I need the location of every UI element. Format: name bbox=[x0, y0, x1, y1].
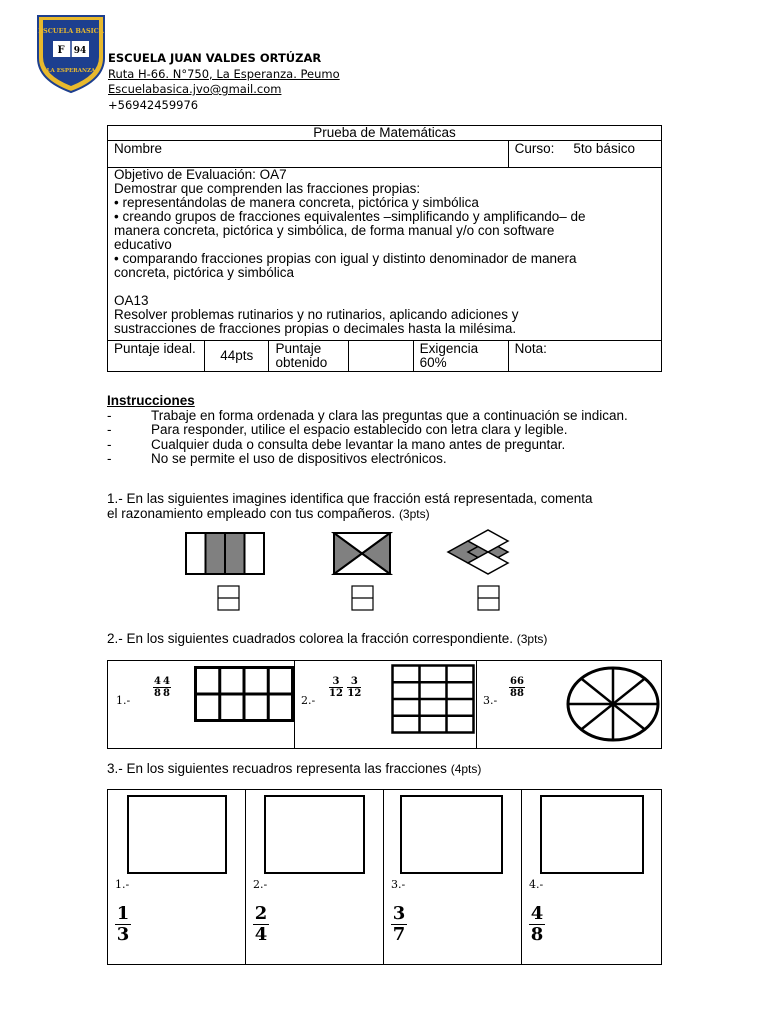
svg-text:94: 94 bbox=[73, 46, 87, 56]
q3-item3-label: 3.- bbox=[391, 878, 406, 891]
score-ideal-value: 44pts bbox=[205, 341, 269, 372]
q3-item1-fraction: 1 3 bbox=[116, 903, 130, 945]
q1-answer-box-2[interactable] bbox=[352, 586, 373, 610]
school-phone: +56942459976 bbox=[108, 97, 199, 112]
q1-figure-diamond bbox=[448, 530, 508, 574]
q2-item1-label: 1.- bbox=[116, 694, 131, 707]
q1-points: (3pts) bbox=[398, 507, 430, 521]
objectives-text bbox=[114, 168, 655, 336]
objective-line: manera concreta, pictórica y simbólica, de forma manual y/o con software bbox=[114, 223, 555, 238]
instruction-item: - Trabaje en forma ordenada y clara las preguntas que a continuación se indican. bbox=[107, 409, 667, 424]
school-header bbox=[108, 51, 340, 113]
school-name: ESCUELA JUAN VALDES ORTÚZAR bbox=[108, 51, 322, 65]
q3-text: 3.- En los siguientes recuadros representa las fracciones bbox=[107, 761, 447, 776]
objective-line bbox=[114, 280, 655, 294]
course-field: Curso: 5to básico bbox=[508, 141, 661, 168]
test-title: Prueba de Matemáticas bbox=[108, 126, 662, 141]
q3-drawing-box-4[interactable] bbox=[540, 795, 644, 874]
school-logo bbox=[36, 14, 106, 94]
score-obtained-value[interactable] bbox=[349, 341, 413, 372]
q3-drawing-box-3[interactable] bbox=[400, 795, 503, 874]
q1-answer-box-3[interactable] bbox=[478, 586, 499, 610]
instruction-item: - Para responder, utilice el espacio establecido con letra clara y legible. bbox=[107, 423, 667, 438]
instructions-list bbox=[107, 409, 667, 467]
q1-answer-box-1[interactable] bbox=[218, 586, 239, 610]
instruction-item: - Cualquier duda o consulta debe levantar la mano antes de preguntar. bbox=[107, 438, 667, 453]
q3-item2-fraction: 2 4 bbox=[254, 903, 268, 945]
q1-figures bbox=[180, 528, 530, 618]
q3-points: (4pts) bbox=[450, 762, 482, 776]
objective-line: OA13 bbox=[114, 293, 149, 308]
score-obtained-label: Puntaje obtenido bbox=[269, 341, 349, 372]
q1-line1: 1.- En las siguientes imagines identifica que fracción está representada, comenta bbox=[107, 491, 593, 506]
q2-item1-fractions: $\frac{4}{8}$ $\frac{4}{8}$ bbox=[154, 676, 170, 699]
q2-item3-label: 3.- bbox=[483, 694, 498, 707]
q3-drawing-box-1[interactable] bbox=[127, 795, 227, 874]
school-address[interactable]: Ruta H-66. N°750, La Esperanza. Peumo bbox=[108, 66, 340, 81]
q2-grid-12[interactable] bbox=[391, 664, 475, 739]
objective-line: Resolver problemas rutinarios y no rutinarios, aplicando adiciones y bbox=[114, 307, 519, 322]
objective-line: • comparando fracciones propias con igual y distinto denominador de manera bbox=[114, 251, 577, 266]
q2-item2-fractions: $\frac{3}{12}$ $\frac{3}{12}$ bbox=[329, 676, 362, 699]
q2-table bbox=[107, 660, 662, 749]
objective-line: educativo bbox=[114, 237, 172, 252]
q2-grid-8[interactable] bbox=[194, 666, 294, 727]
objective-line: Objetivo de Evaluación: OA7 bbox=[114, 167, 287, 182]
instructions bbox=[107, 394, 667, 467]
logo-top-text: ESCUELA BASICA bbox=[38, 27, 104, 35]
q3-item3-fraction: 3 7 bbox=[392, 903, 406, 945]
question-2 bbox=[107, 631, 547, 647]
svg-text:LA ESPERANZA: LA ESPERANZA bbox=[46, 68, 96, 74]
instruction-text: Cualquier duda o consulta debe levantar la mano antes de preguntar. bbox=[151, 436, 566, 452]
objective-line: • representándolas de manera concreta, pictórica y simbólica bbox=[114, 195, 479, 210]
q2-circle-8[interactable] bbox=[565, 665, 661, 748]
objective-line: sustracciones de fracciones propias o decimales hasta la milésima. bbox=[114, 321, 517, 336]
q3-table bbox=[107, 789, 662, 965]
q3-item4-label: 4.- bbox=[529, 878, 544, 891]
q2-item2-label: 2.- bbox=[301, 694, 316, 707]
q2-points: (3pts) bbox=[516, 632, 548, 646]
objective-line: • creando grupos de fracciones equivalentes –simplificando y amplificando– de bbox=[114, 209, 586, 224]
instruction-item: - No se permite el uso de dispositivos electrónicos. bbox=[107, 452, 667, 467]
instruction-text: Para responder, utilice el espacio establecido con letra clara y legible. bbox=[151, 422, 568, 437]
q3-item1-label: 1.- bbox=[115, 878, 130, 891]
objectives-cell bbox=[108, 168, 662, 341]
q1-line2: el razonamiento empleado con tus compañeros. bbox=[107, 506, 396, 521]
q3-item4-fraction: 4 8 bbox=[530, 903, 544, 945]
svg-text:F: F bbox=[57, 45, 65, 56]
question-3 bbox=[107, 761, 481, 777]
q1-figure-square bbox=[334, 533, 390, 574]
q1-figure-rectangle bbox=[186, 533, 264, 574]
test-info-table bbox=[107, 125, 662, 372]
q3-drawing-box-2[interactable] bbox=[264, 795, 365, 874]
requirement-label: Exigencia 60% bbox=[413, 341, 508, 372]
q2-text: 2.- En los siguientes cuadrados colorea la fracción correspondiente. bbox=[107, 631, 513, 646]
school-email[interactable]: Escuelabasica.jvo@gmail.com bbox=[108, 82, 282, 96]
name-field[interactable]: Nombre bbox=[108, 141, 509, 168]
question-1 bbox=[107, 491, 667, 522]
grade-field[interactable]: Nota: bbox=[508, 341, 661, 372]
objective-line: concreta, pictórica y simbólica bbox=[114, 265, 295, 280]
q2-item3-fraction: $\frac{66}{88}$ bbox=[510, 676, 524, 699]
instructions-title: Instrucciones bbox=[107, 393, 195, 408]
score-ideal-label: Puntaje ideal. bbox=[108, 341, 205, 372]
q3-item2-label: 2.- bbox=[253, 878, 268, 891]
instruction-text: Trabaje en forma ordenada y clara las preguntas que a continuación se indican. bbox=[151, 407, 628, 423]
objective-line: Demostrar que comprenden las fracciones propias: bbox=[114, 181, 421, 196]
instruction-text: No se permite el uso de dispositivos electrónicos. bbox=[151, 451, 447, 466]
